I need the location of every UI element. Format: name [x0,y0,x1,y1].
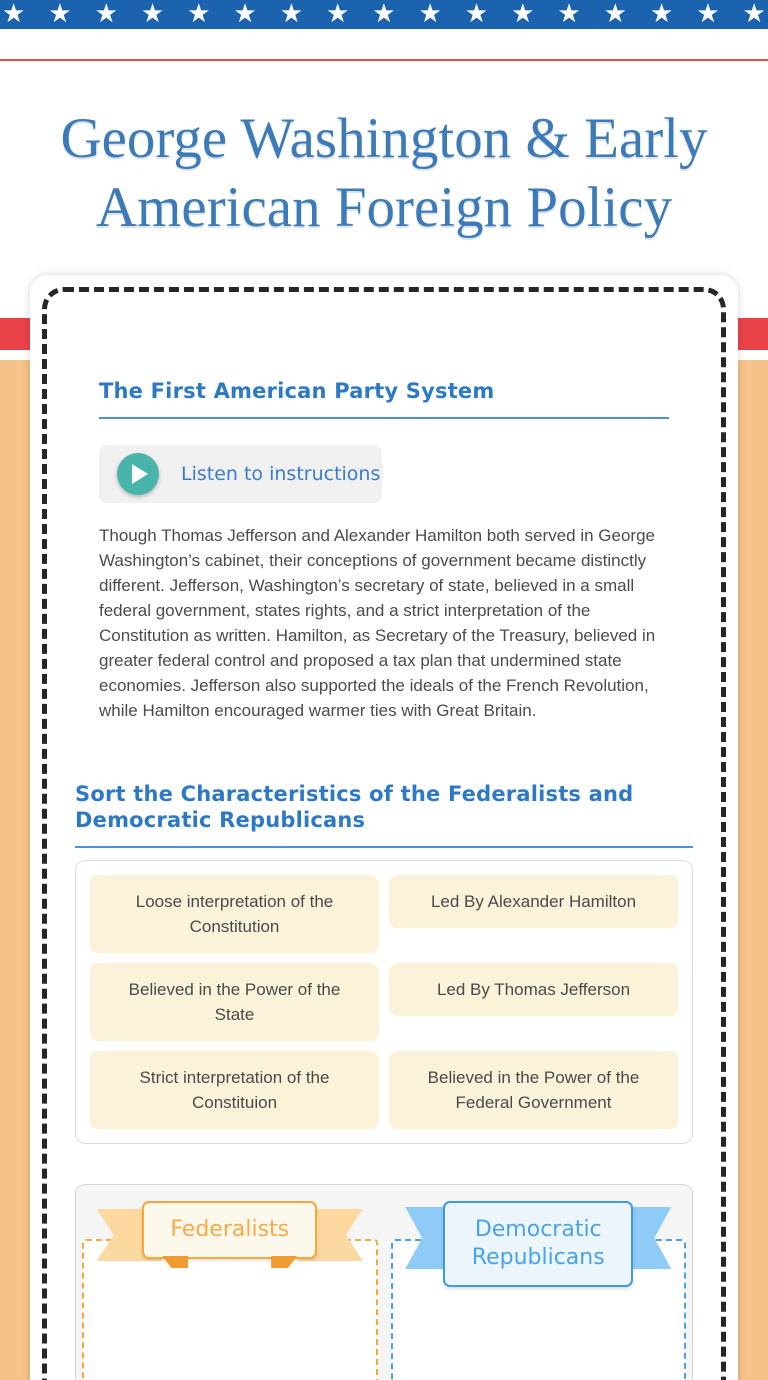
star-icon: ★ [372,0,396,28]
play-triangle-icon [132,464,148,484]
sort-chip[interactable]: Led By Thomas Jefferson [389,963,678,1016]
section-2-heading: Sort the Characteristics of the Federalists and Democratic Republicans [75,782,634,832]
chips-panel [75,860,693,1144]
worksheet-card [30,275,738,1380]
star-icon: ★ [2,0,26,28]
section-2-heading-rule [75,846,693,848]
sort-chip[interactable]: Strict interpretation of the Constituion [90,1051,379,1129]
sort-chip[interactable]: Believed in the Power of the Federal Government [389,1051,678,1129]
chips-grid [90,875,678,1129]
sort-chip[interactable]: Loose interpretation of the Constitution [90,875,379,953]
red-divider-line [0,59,768,61]
star-icon: ★ [325,0,350,28]
democratic-republicans-column [391,1193,687,1380]
democratic-republicans-label: Democratic Republicans [443,1201,633,1287]
sort-grid [82,1193,686,1380]
listen-button-label: Listen to instructions [181,463,381,485]
star-icon: ★ [233,0,257,28]
sort-chip[interactable]: Believed in the Power of the State [90,963,379,1041]
federalists-label: Federalists [142,1201,317,1259]
star-icon: ★ [279,0,303,28]
sort-panel [75,1184,693,1380]
star-icon: ★ [649,0,674,28]
star-icon: ★ [696,0,720,28]
listen-instructions-button[interactable] [99,445,382,503]
star-icon: ★ [94,0,118,28]
star-icon: ★ [742,0,766,28]
star-icon: ★ [603,0,627,28]
sort-chip[interactable]: Led By Alexander Hamilton [389,875,678,928]
federalists-column [82,1193,378,1380]
federalists-drop-zone[interactable] [82,1239,378,1380]
section-1-heading-rule [99,417,669,419]
intro-paragraph: Though Thomas Jefferson and Alexander Hamilton both served in George Washington’s cabinet, their conceptions of government became distinctly different. Jefferson, Washington’s secretary of state, believed in a small federal government, states rights, and a strict interpretation of the Constitution as written. Hamilton, as Secretary of the Treasury, believed in greater federal control and proposed a tax plan that undermined state economies. Jefferson also supported the ideals of the French Revolution, while Hamilton encouraged warmer ties with Great Britain. [99,526,656,720]
star-banner [0,0,768,29]
star-icon: ★ [48,0,72,28]
star-icon: ★ [464,0,489,28]
section-1-heading: The First American Party System [99,379,495,403]
play-icon[interactable] [117,453,159,495]
worksheet-dashed-frame [42,287,726,1380]
star-icon: ★ [140,0,165,28]
section-party-system [75,378,693,723]
star-icon: ★ [511,0,535,28]
star-icon: ★ [418,0,442,28]
star-icon: ★ [557,0,581,28]
section-sort-characteristics [75,781,693,1380]
page-title: George Washington & Early American Foreign Policy [60,107,708,239]
star-icon: ★ [187,0,211,28]
